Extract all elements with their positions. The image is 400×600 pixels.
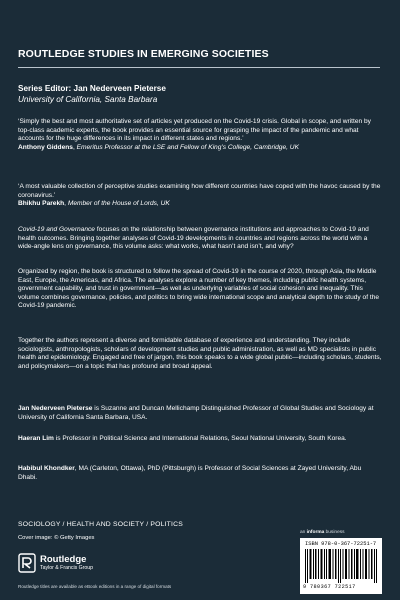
ebook-note: Routledge titles are available as eBook editions in a range of digital formats [18, 584, 172, 589]
endorsement-attribution: Bhikhu Parekh, Member of the House of Lords, UK [18, 200, 170, 208]
endorsement-quote: ‘Simply the best and most authoritative set of articles yet produced on the Covid-19 crisis. Global in scope, and written by top-class academic experts, the book provides an essential source for grasping the impact of the pandemic and what accounts for the huge differences in its impact in different states and regions.’ [18, 118, 371, 143]
editor-bio [18, 465, 382, 482]
endorsement [18, 183, 382, 209]
isbn: ISBN 978-0-367-72251-7 [305, 541, 377, 547]
series-editor-affiliation: University of California, Santa Barbara [18, 95, 158, 104]
editor-bio [18, 435, 382, 444]
book-title-inline: Covid-19 and Governance [18, 226, 95, 233]
description-paragraph-2 [18, 268, 382, 311]
endorser-name: Bhikhu Parekh [18, 200, 65, 208]
endorsement [18, 118, 382, 152]
routledge-logo-icon [18, 553, 36, 573]
editor-bio [18, 405, 382, 422]
description-paragraph-1 [18, 226, 382, 252]
subject-categories: SOCIOLOGY / HEALTH AND SOCIETY / POLITICS [18, 521, 183, 528]
series-editor-label: Series Editor: Jan Nederveen Pieterse [18, 84, 166, 93]
informa-tagline: an informa business [300, 530, 345, 535]
editor-name: Jan Nederveen Pieterse [18, 405, 93, 412]
routledge-logo [18, 553, 138, 575]
series-editor [18, 83, 166, 105]
editor-bio-text: , MA (Carleton, Ottawa), PhD (Pittsburgh) is Professor of Social Sciences at Zayed University, Abu Dhabi. [18, 465, 362, 481]
editor-name: Haeran Lim [18, 435, 54, 442]
endorser-name: Anthony Giddens [18, 143, 73, 151]
informa-brand: informa [306, 530, 325, 535]
publisher-name: Routledge [40, 554, 87, 565]
description-text: Together the authors represent a diverse and formidable database of experience and understanding. They include sociologists, anthropologists, scholars of development studies and public administration, as well as MD specialists in public health and epidemiology. Engaged and free of jargon, this book speaks to a wide global public—including scholars, students, and policymakers—on a topic that has profound and broad appeal. [18, 337, 382, 370]
divider-rule [18, 67, 380, 68]
barcode-bars [305, 549, 377, 583]
publisher-group: Taylor & Francis Group [40, 565, 94, 571]
endorser-role: Emeritus Professor at the LSE and Fellow of King’s College, Cambridge, UK [76, 143, 299, 151]
editor-name: Habibul Khondker [18, 465, 75, 472]
endorsement-attribution: Anthony Giddens, Emeritus Professor at the LSE and Fellow of King’s College, Cambridge, UK [18, 143, 299, 151]
endorsement-quote: ‘A most valuable collection of perceptive studies examining how different countries have coped with the havoc caused by the coronavirus.’ [18, 183, 381, 199]
editor-bio-text: is Professor in Political Science and International Relations, Seoul National University, South Korea. [53, 435, 347, 442]
endorser-role: Member of the House of Lords, UK [67, 200, 170, 208]
description-paragraph-3 [18, 337, 382, 371]
description-text: focuses on the relationship between governance institutions and approaches to Covid-19 and health outcomes. Bringing together analyses of Covid-19 developments in countries and regions across the world with a wide-angle lens on governance, this volume asks: what works, what hasn’t and isn’t, and why? [18, 226, 369, 251]
series-title: ROUTLEDGE STUDIES IN EMERGING SOCIETIES [18, 48, 269, 60]
editor-bio-text: is Suzanne and Duncan Mellichamp Distinguished Professor of Global Studies and Sociology at University of California Santa Barbara, USA. [18, 405, 374, 421]
barcode [300, 538, 382, 594]
cover-credit: Cover image: © Getty Images [18, 535, 95, 541]
barcode-digits: 9 780367 722517 [303, 584, 356, 590]
description-text: Organized by region, the book is structured to follow the spread of Covid-19 in the course of 2020, through Asia, the Middle East, Europe, the Americas, and Africa. The analyses explore a number of key themes, including public health systems, government capability, and trust in government—as well as underlying variables of social cohesion and inequality. This volume combines governance, policies, and politics to bring wide international scope and analytical depth to the study of the Covid-19 pandemic. [18, 268, 380, 310]
